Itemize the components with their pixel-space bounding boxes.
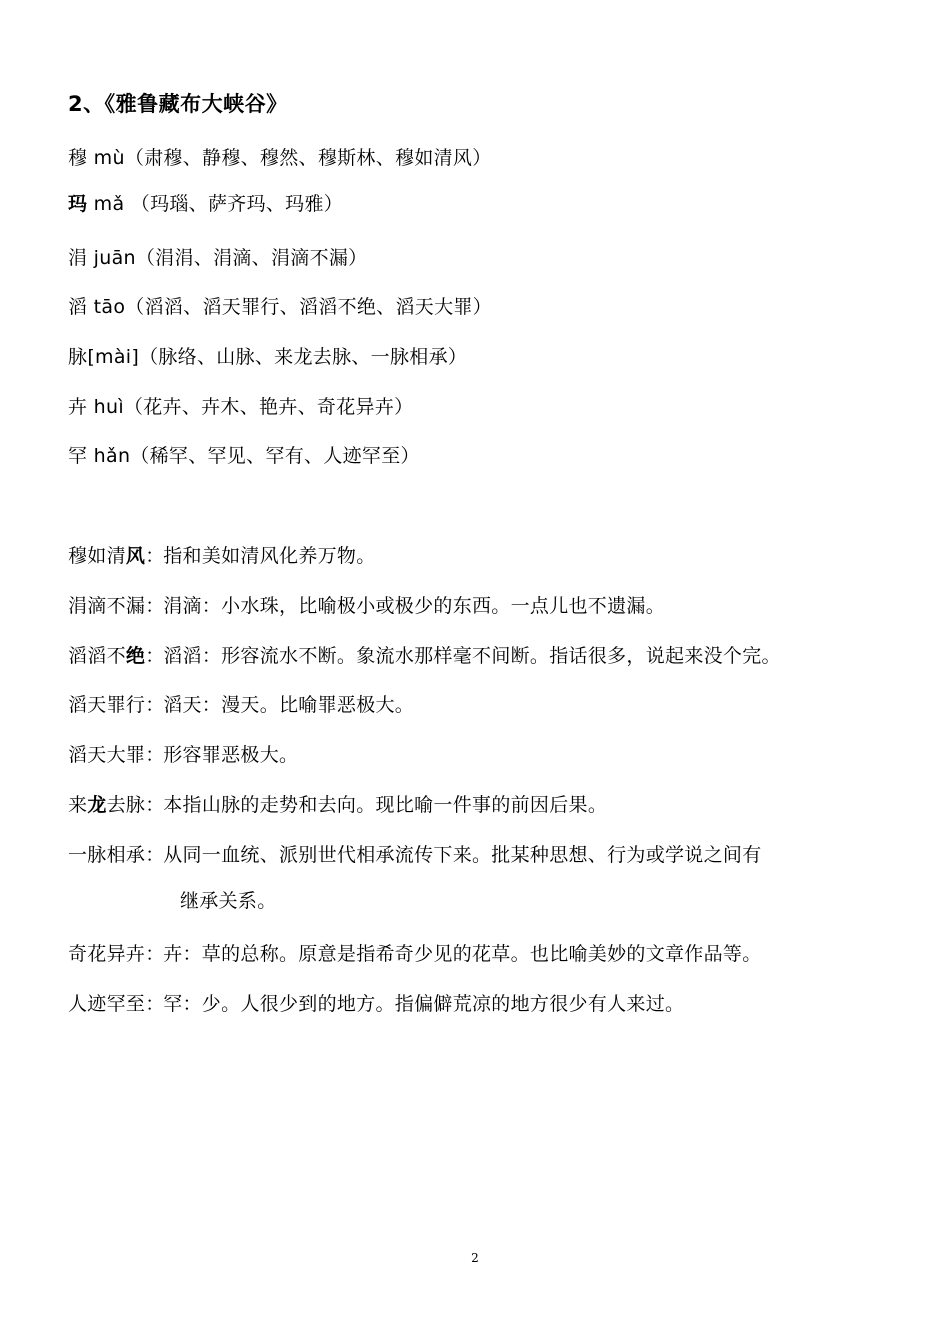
idiom-definition: 指和美如清风化养万物。 bbox=[163, 545, 376, 567]
idiom-colon: ： bbox=[145, 694, 165, 716]
pinyin-char: 脉 bbox=[68, 346, 88, 368]
idiom-colon: ： bbox=[145, 744, 165, 766]
idiom-line bbox=[68, 989, 684, 1016]
idiom-definition: 滔滔：形容流水不断。象流水那样毫不间断。指话很多，说起来没个完。 bbox=[163, 645, 781, 667]
pinyin-char: 罕 bbox=[68, 445, 88, 467]
idiom-line bbox=[68, 690, 414, 717]
idiom-definition: 形容罪恶极大。 bbox=[163, 744, 299, 766]
pinyin-examples: （稀罕、罕见、罕有、人迹罕至） bbox=[130, 445, 420, 467]
idiom-term-text: 去脉 bbox=[106, 794, 146, 816]
section-title: 2、《雅鲁藏布大峡谷》 bbox=[68, 92, 288, 116]
pinyin-line-tao bbox=[68, 292, 492, 319]
idiom-term bbox=[68, 641, 145, 668]
pinyin-char: 穆 bbox=[68, 147, 88, 169]
idiom-definition: 从同一血统、派别世代相承流传下来。批某种思想、行为或学说之间有 bbox=[163, 844, 762, 866]
idiom-term: 滔天大罪 bbox=[68, 744, 146, 766]
pinyin-examples: （肃穆、静穆、穆然、穆斯林、穆如清风） bbox=[124, 147, 492, 169]
idiom-definition: 卉：草的总称。原意是指希奇少见的花草。也比喻美妙的文章作品等。 bbox=[163, 943, 762, 965]
idiom-colon: ： bbox=[145, 943, 165, 965]
idiom-definition-continued: 继承关系。 bbox=[180, 890, 277, 912]
pinyin-char: 卉 bbox=[68, 396, 88, 418]
pinyin-line-ma bbox=[68, 189, 343, 216]
idiom-definition: 本指山脉的走势和去向。现比喻一件事的前因后果。 bbox=[163, 794, 608, 816]
idiom-line bbox=[68, 790, 607, 817]
pinyin-reading: juān bbox=[93, 247, 136, 269]
pinyin-char: 涓 bbox=[68, 247, 88, 269]
idiom-line bbox=[68, 740, 298, 767]
pinyin-line-mai bbox=[68, 342, 467, 369]
pinyin-line-mu bbox=[68, 143, 492, 170]
pinyin-reading: mù bbox=[93, 147, 125, 169]
idiom-term bbox=[68, 541, 145, 568]
idiom-line bbox=[68, 591, 665, 618]
idiom-colon: ： bbox=[145, 794, 165, 816]
pinyin-reading: huì bbox=[93, 396, 124, 418]
pinyin-line-juan bbox=[68, 243, 367, 270]
pinyin-reading: [mài] bbox=[87, 346, 140, 368]
idiom-definition: 滔天：漫天。比喻罪恶极大。 bbox=[163, 694, 415, 716]
pinyin-line-hui bbox=[68, 392, 413, 419]
idiom-colon: ： bbox=[145, 645, 165, 667]
idiom-line bbox=[68, 840, 762, 867]
pinyin-examples: （滔滔、滔天罪行、滔滔不绝、滔天大罪） bbox=[125, 296, 492, 318]
idiom-term-text: 穆如清 bbox=[68, 545, 126, 567]
idiom-term: 一脉相承 bbox=[68, 844, 146, 866]
idiom-term: 奇花异卉 bbox=[68, 943, 146, 965]
idiom-term: 人迹罕至 bbox=[68, 993, 146, 1015]
pinyin-reading: mǎ bbox=[93, 193, 125, 215]
idiom-colon: ： bbox=[145, 844, 165, 866]
idiom-colon: ： bbox=[145, 993, 165, 1015]
idiom-term-bold: 龙 bbox=[87, 794, 107, 816]
idiom-term-bold: 风 bbox=[125, 545, 146, 567]
pinyin-examples: （玛瑙、萨齐玛、玛雅） bbox=[130, 193, 344, 215]
idiom-term: 涓滴不漏 bbox=[68, 595, 146, 617]
idiom-definition: 涓滴：小水珠，比喻极小或极少的东西。一点儿也不遗漏。 bbox=[163, 595, 666, 617]
idiom-line bbox=[68, 939, 762, 966]
pinyin-examples: （花卉、卉木、艳卉、奇花异卉） bbox=[123, 396, 414, 418]
pinyin-line-han bbox=[68, 441, 420, 468]
idiom-line bbox=[68, 541, 376, 568]
idiom-term: 滔天罪行 bbox=[68, 694, 146, 716]
pinyin-examples: （涓涓、涓滴、涓滴不漏） bbox=[135, 247, 368, 269]
idiom-definition: 罕：少。人很少到的地方。指偏僻荒凉的地方很少有人来过。 bbox=[163, 993, 685, 1015]
idiom-colon: ： bbox=[145, 595, 165, 617]
pinyin-char: 玛 bbox=[68, 193, 88, 215]
idiom-colon: ： bbox=[145, 545, 165, 567]
pinyin-reading: tāo bbox=[93, 296, 126, 318]
page-number: 2 bbox=[471, 1251, 479, 1265]
pinyin-reading: hǎn bbox=[93, 445, 131, 467]
idiom-line bbox=[68, 641, 781, 668]
idiom-term-text: 滔滔不 bbox=[68, 645, 126, 667]
idiom-term-text: 来 bbox=[68, 794, 88, 816]
pinyin-char: 滔 bbox=[68, 296, 88, 318]
pinyin-examples: （脉络、山脉、来龙去脉、一脉相承） bbox=[139, 346, 468, 368]
idiom-term bbox=[68, 790, 145, 817]
idiom-term-bold: 绝 bbox=[125, 645, 146, 667]
